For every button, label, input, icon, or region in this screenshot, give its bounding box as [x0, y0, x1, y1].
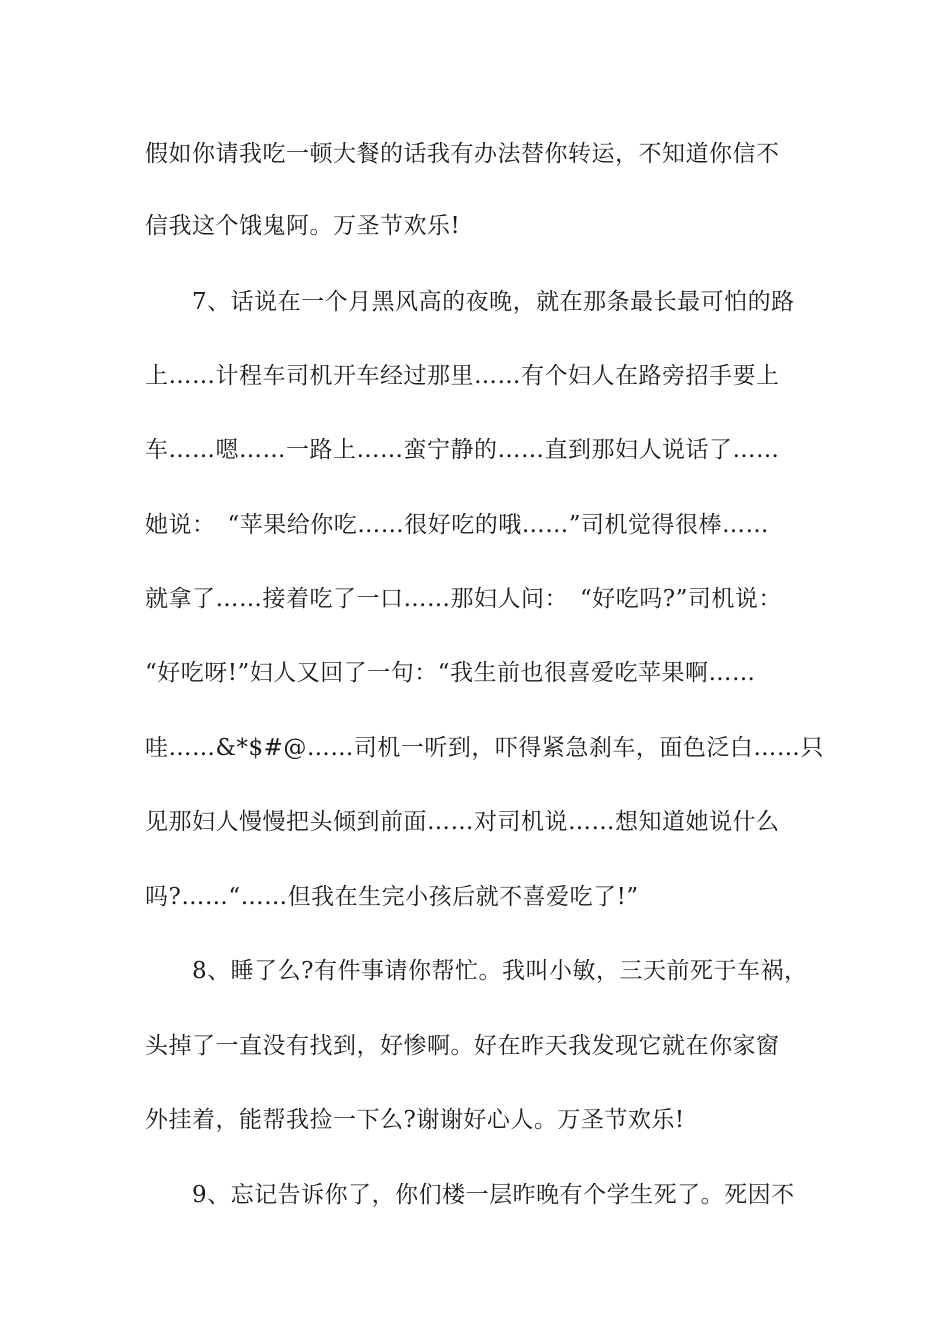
text-line: 见那妇人慢慢把头倾到前面……对司机说……想知道她说什么: [145, 809, 780, 835]
text-line: 吗?……“……但我在生完小孩后就不喜爱吃了!”: [145, 884, 639, 910]
text-line: 就拿了……接着吃了一口……那妇人问： “好吃吗?”司机说：: [145, 586, 782, 612]
paragraph-7-start: 7、话说在一个月黑风高的夜晚，就在那条最长最可怕的路: [192, 289, 795, 315]
paragraph-9-start: 9、忘记告诉你了，你们楼一层昨晚有个学生死了。死因不: [192, 1182, 795, 1208]
text-line: 头掉了一直没有找到，好惨啊。好在昨天我发现它就在你家窗: [145, 1033, 780, 1059]
text-line: 她说： “苹果给你吃……很好吃的哦……”司机觉得很棒……: [145, 512, 770, 538]
text-line: 外挂着，能帮我捡一下么?谢谢好心人。万圣节欢乐!: [145, 1107, 685, 1133]
paragraph-8-start: 8、睡了么?有件事请你帮忙。我叫小敏，三天前死于车祸，: [192, 958, 808, 984]
text-line: 哇……&*$#@……司机一听到，吓得紧急刹车，面色泛白……只: [145, 735, 824, 761]
text-line: 信我这个饿鬼阿。万圣节欢乐!: [145, 213, 461, 239]
text-line: 车……嗯……一路上……蛮宁静的……直到那妇人说话了……: [145, 437, 780, 463]
text-line: 上……计程车司机开车经过那里……有个妇人在路旁招手要上: [145, 363, 780, 389]
text-line: 假如你请我吃一顿大餐的话我有办法替你转运，不知道你信不: [145, 141, 780, 167]
text-line: “好吃呀!”妇人又回了一句：“我生前也很喜爱吃苹果啊……: [145, 660, 756, 686]
